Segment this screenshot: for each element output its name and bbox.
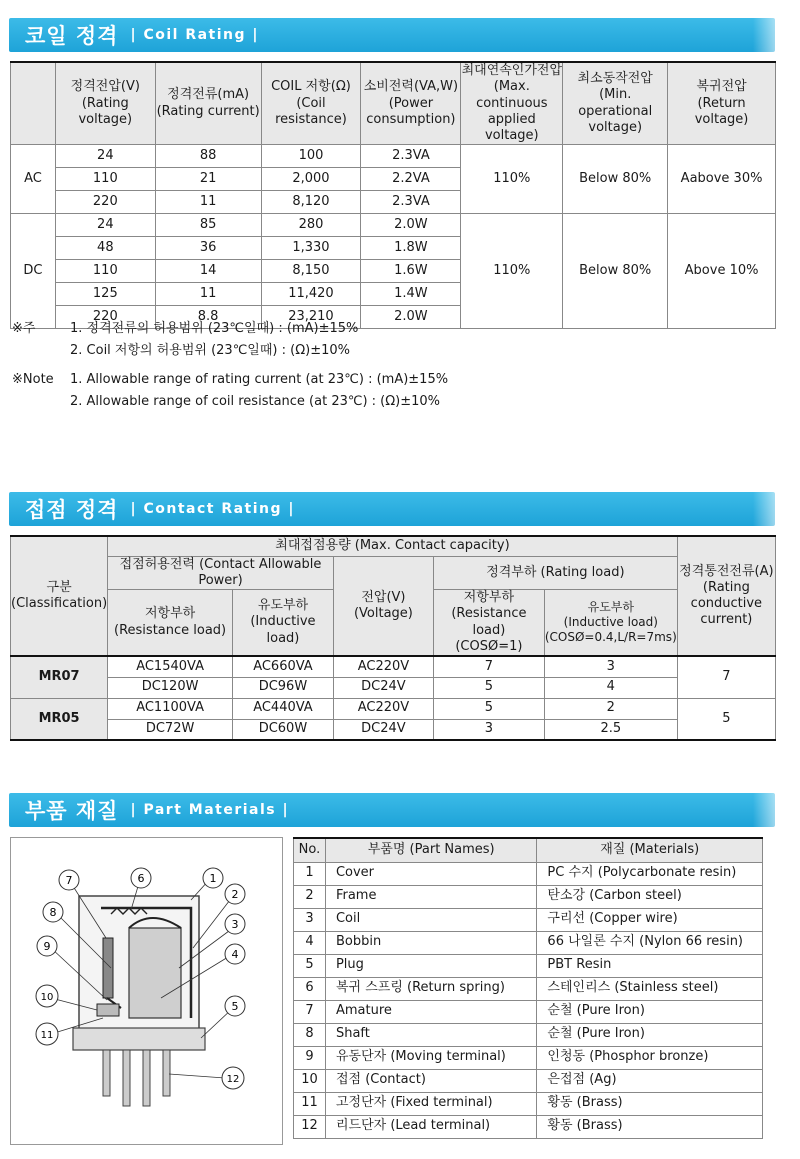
table-cell: 복귀 스프링 (Return spring): [325, 977, 536, 1000]
coil-rating-title-ko: 코일 정격: [25, 24, 119, 48]
coil-header-row: [11, 62, 776, 145]
table-cell: 220: [55, 306, 155, 329]
bar-fade: [753, 492, 775, 526]
table-cell: 2.2VA: [361, 168, 461, 191]
table-cell: 3: [433, 719, 544, 740]
table-cell: 황동 (Brass): [537, 1092, 763, 1115]
coil-ac-max: 110%: [461, 145, 563, 214]
callout-label: 12: [226, 1074, 240, 1085]
coil-dc-min: Below 80%: [563, 214, 668, 329]
notes-ko-tag: ※주: [12, 321, 36, 336]
table-cell: 2.0W: [361, 214, 461, 237]
table-cell: 1: [294, 862, 326, 885]
table-cell: 순철 (Pure Iron): [537, 1023, 763, 1046]
note-line: 1. Allowable range of rating current (at 23℃) : (mA)±15%: [70, 372, 449, 387]
part-materials-header: [9, 793, 775, 827]
table-row: [294, 954, 763, 977]
table-cell: 24: [55, 214, 155, 237]
callout-label: 11: [40, 1030, 54, 1041]
table-row: [294, 862, 763, 885]
table-cell: 88: [155, 145, 261, 168]
table-cell: AC440VA: [233, 698, 334, 719]
coil-header-min-voltage: 최소동작전압 (Min. operational voltage): [563, 62, 668, 145]
table-cell: Shaft: [325, 1023, 536, 1046]
contact-rating-title-en-text: Contact Rating: [143, 501, 283, 517]
callout-label: 3: [231, 918, 239, 931]
callout-label: 5: [231, 1000, 239, 1013]
table-row: [294, 1000, 763, 1023]
table-cell: DC60W: [233, 719, 334, 740]
table-cell: DC72W: [108, 719, 233, 740]
contact-header-class: 구분 (Classification): [11, 536, 108, 656]
table-cell: 고정단자 (Fixed terminal): [325, 1092, 536, 1115]
table-cell: 48: [55, 237, 155, 260]
callout-label: 4: [231, 948, 239, 961]
contact-header-row-1: [11, 536, 776, 556]
table-cell: 7: [433, 656, 544, 677]
table-cell: 2,000: [261, 168, 361, 191]
coil-ac-return: Aabove 30%: [668, 145, 776, 214]
contact-header-max: 최대접점용량 (Max. Contact capacity): [108, 536, 678, 556]
table-cell: AC220V: [333, 698, 433, 719]
table-cell: 9: [294, 1046, 326, 1069]
coil-header-power: 소비전력(VA,W) (Power consumption): [361, 62, 461, 145]
table-cell: 7: [294, 1000, 326, 1023]
table-cell: 유동단자 (Moving terminal): [325, 1046, 536, 1069]
part-materials-title-ko: 부품 재질: [25, 799, 119, 823]
coil-rating-table: [10, 61, 776, 329]
table-cell: 11: [155, 283, 261, 306]
note-line: 2. Allowable range of coil resistance (at 23℃) : (Ω)±10%: [70, 394, 441, 409]
table-cell: 리드단자 (Lead terminal): [325, 1115, 536, 1138]
contact-current-mr07: 7: [677, 656, 775, 698]
coil-dc-label: DC: [11, 214, 56, 329]
contact-header-ind: 유도부하 (Inductive load): [233, 590, 334, 657]
bar-fade: [753, 793, 775, 827]
coil-dc-max: 110%: [461, 214, 563, 329]
table-cell: 4: [544, 677, 677, 698]
coil-rating-title-en-text: Coil Rating: [143, 27, 247, 43]
table-row: [294, 1069, 763, 1092]
table-row: [294, 1092, 763, 1115]
table-cell: DC96W: [233, 677, 334, 698]
table-cell: Plug: [325, 954, 536, 977]
table-cell: 66 나일론 수지 (Nylon 66 resin): [537, 931, 763, 954]
table-row: [11, 145, 776, 168]
table-cell: 2.3VA: [361, 191, 461, 214]
table-cell: 8: [294, 1023, 326, 1046]
table-cell: AC1100VA: [108, 698, 233, 719]
table-cell: 8.8: [155, 306, 261, 329]
table-cell: 110: [55, 168, 155, 191]
contact-header-res2: 저항부하 (Resistance load) (COSØ=1): [433, 590, 544, 657]
notes-en-tag: ※Note: [12, 372, 54, 387]
callout-label: 8: [49, 906, 57, 919]
contact-header-ind2: 유도부하 (Inductive load) (COSØ=0.4,L/R=7ms): [544, 590, 677, 657]
relay-coil: [129, 928, 181, 1018]
callout-label: 1: [209, 872, 217, 885]
table-cell: 접점 (Contact): [325, 1069, 536, 1092]
callout-label: 10: [40, 992, 54, 1003]
contact-model-mr05: MR05: [11, 698, 108, 740]
coil-ac-min: Below 80%: [563, 145, 668, 214]
table-cell: 2.5: [544, 719, 677, 740]
table-cell: 8,150: [261, 260, 361, 283]
table-cell: 220: [55, 191, 155, 214]
relay-diagram: [10, 837, 283, 1145]
table-cell: 2: [294, 885, 326, 908]
table-cell: 110: [55, 260, 155, 283]
table-cell: 6: [294, 977, 326, 1000]
callout-label: 6: [137, 872, 145, 885]
table-cell: DC120W: [108, 677, 233, 698]
contact-current-mr05: 5: [677, 698, 775, 740]
part-materials-title-en-text: Part Materials: [143, 802, 277, 818]
coil-notes-en: [12, 369, 448, 413]
table-cell: 5: [433, 698, 544, 719]
table-row: [294, 1115, 763, 1138]
contact-rating-table: [10, 535, 776, 741]
table-cell: 탄소강 (Carbon steel): [537, 885, 763, 908]
table-cell: 2.0W: [361, 306, 461, 329]
table-cell: Frame: [325, 885, 536, 908]
coil-header-max-voltage: 최대연속인가전압 (Max. continuous applied voltage): [461, 63, 563, 143]
callout-label: 9: [43, 940, 51, 953]
table-cell: 3: [294, 908, 326, 931]
table-cell: 11,420: [261, 283, 361, 306]
relay-plug: [73, 1028, 205, 1050]
table-cell: 1,330: [261, 237, 361, 260]
coil-header-rating-current: 정격전류(mA) (Rating current): [155, 62, 261, 145]
table-cell: 은접점 (Ag): [537, 1069, 763, 1092]
coil-notes-ko: [12, 318, 358, 362]
table-cell: 3: [544, 656, 677, 677]
table-cell: AC220V: [333, 656, 433, 677]
coil-dc-return: Above 10%: [668, 214, 776, 329]
table-cell: AC660VA: [233, 656, 334, 677]
table-cell: 12: [294, 1115, 326, 1138]
relay-pin: [123, 1050, 130, 1106]
table-cell: 2.3VA: [361, 145, 461, 168]
table-cell: Coil: [325, 908, 536, 931]
table-cell: 순철 (Pure Iron): [537, 1000, 763, 1023]
contact-rating-title-en: | Contact Rating |: [130, 501, 296, 517]
table-cell: 36: [155, 237, 261, 260]
table-cell: 23,210: [261, 306, 361, 329]
table-cell: 24: [55, 145, 155, 168]
coil-header-blank: [11, 62, 56, 145]
table-cell: Bobbin: [325, 931, 536, 954]
contact-model-mr07: MR07: [11, 656, 108, 698]
table-row: [11, 677, 776, 698]
contact-header-conductive: 정격통전전류(A) (Rating conductive current): [677, 536, 775, 656]
contact-header-row-2: [11, 556, 776, 590]
table-cell: 1.6W: [361, 260, 461, 283]
coil-rating-title-en: | Coil Rating |: [130, 27, 260, 43]
table-cell: 4: [294, 931, 326, 954]
contact-header-res: 저항부하 (Resistance load): [108, 590, 233, 657]
relay-contact: [97, 1004, 119, 1016]
coil-rating-header: [9, 18, 775, 52]
note-line: 1. 정격전류의 허용범위 (23℃일때) : (mA)±15%: [70, 321, 359, 336]
table-cell: 황동 (Brass): [537, 1115, 763, 1138]
materials-body: [294, 862, 763, 1138]
relay-pin: [143, 1050, 150, 1106]
table-cell: PC 수지 (Polycarbonate resin): [537, 862, 763, 885]
table-cell: 14: [155, 260, 261, 283]
materials-header-row: [294, 838, 763, 862]
table-cell: 1.4W: [361, 283, 461, 306]
table-cell: 85: [155, 214, 261, 237]
table-cell: 1.8W: [361, 237, 461, 260]
contact-rating-title-ko: 접점 정격: [25, 498, 119, 522]
table-cell: 11: [155, 191, 261, 214]
table-cell: 스테인리스 (Stainless steel): [537, 977, 763, 1000]
table-row: [11, 214, 776, 237]
table-cell: 2: [544, 698, 677, 719]
table-row: [294, 1046, 763, 1069]
contact-header-voltage: 전압(V) (Voltage): [333, 556, 433, 656]
coil-header-rating-voltage: 정격전압(V) (Rating voltage): [55, 62, 155, 145]
table-cell: 8,120: [261, 191, 361, 214]
table-cell: Amature: [325, 1000, 536, 1023]
materials-header-no: No.: [294, 838, 326, 862]
table-cell: 5: [433, 677, 544, 698]
table-cell: AC1540VA: [108, 656, 233, 677]
table-cell: 인청동 (Phosphor bronze): [537, 1046, 763, 1069]
table-row: [11, 656, 776, 677]
callout-label: 2: [231, 888, 239, 901]
table-cell: Cover: [325, 862, 536, 885]
table-row: [11, 719, 776, 740]
table-cell: 10: [294, 1069, 326, 1092]
bar-fade: [753, 18, 775, 52]
callout-label: 7: [65, 874, 73, 887]
table-cell: 125: [55, 283, 155, 306]
table-cell: PBT Resin: [537, 954, 763, 977]
table-cell: 5: [294, 954, 326, 977]
part-materials-title-en: | Part Materials |: [130, 802, 290, 818]
relay-armature: [103, 938, 113, 998]
table-cell: 280: [261, 214, 361, 237]
materials-header-name: 부품명 (Part Names): [325, 838, 536, 862]
note-line: 2. Coil 저항의 허용범위 (23℃일때) : (Ω)±10%: [70, 343, 351, 358]
table-row: [294, 908, 763, 931]
part-materials-table: [293, 837, 763, 1139]
coil-header-coil-resistance: COIL 저항(Ω) (Coil resistance): [261, 62, 361, 145]
coil-header-return-voltage: 복귀전압 (Return voltage): [668, 62, 776, 145]
relay-pin: [163, 1050, 170, 1096]
table-cell: 11: [294, 1092, 326, 1115]
relay-pin: [103, 1050, 110, 1096]
table-row: [294, 1023, 763, 1046]
table-row: [294, 977, 763, 1000]
table-cell: 21: [155, 168, 261, 191]
relay-cutaway-illustration: [11, 838, 282, 1144]
table-cell: DC24V: [333, 677, 433, 698]
coil-ac-label: AC: [11, 145, 56, 214]
table-row: [294, 885, 763, 908]
contact-header-rated-load: 정격부하 (Rating load): [433, 556, 677, 590]
table-cell: DC24V: [333, 719, 433, 740]
table-cell: 구리선 (Copper wire): [537, 908, 763, 931]
materials-header-material: 재질 (Materials): [537, 838, 763, 862]
contact-header-allow: 접점허용전력 (Contact Allowable Power): [108, 556, 334, 590]
table-cell: 100: [261, 145, 361, 168]
table-row: [11, 698, 776, 719]
table-row: [294, 931, 763, 954]
contact-rating-header: [9, 492, 775, 526]
